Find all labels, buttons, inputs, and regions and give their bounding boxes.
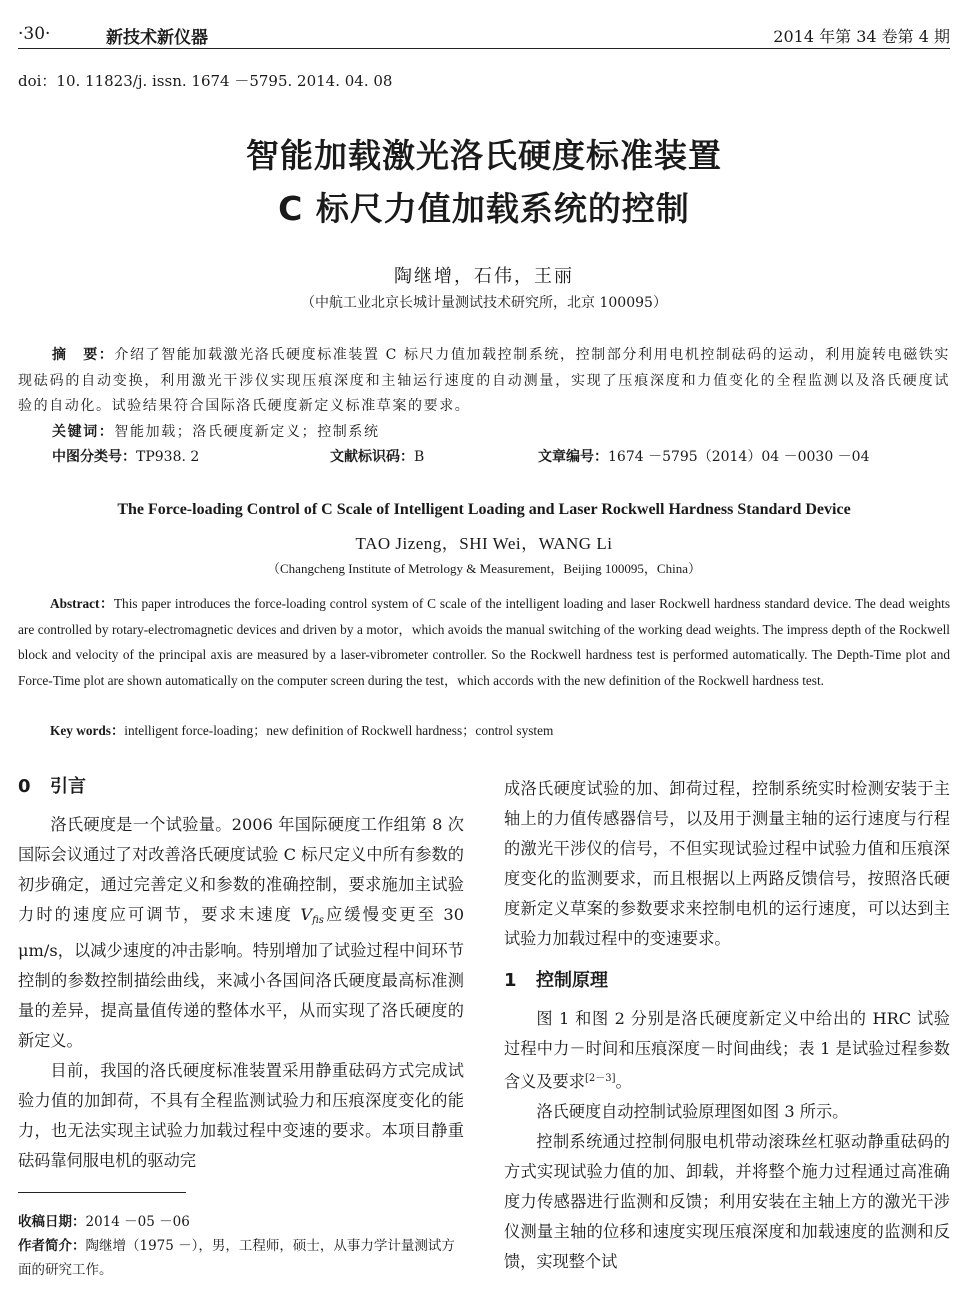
english-affiliation: （Changcheng Institute of Metrology & Measurement，Beijing 100095，China） [267,561,701,576]
issue-info: 2014 年第 34 卷第 4 期 [773,27,950,46]
paragraph-intro-2: 目前，我国的洛氏硬度标准装置采用静重砝码方式完成试验力值的加卸荷，不具有全程监测试验力和压痕深度变化的能力，也无法实现主试验力加载过程中变速的要求。本项目静重砝码靠伺服电机的驱动完 [18,1061,464,1170]
doc-code-label: 文献标识码： [330,449,414,465]
footnote-divider [18,1192,186,1193]
citation-ref: [2－3] [584,1073,616,1084]
english-title: The Force-loading Control of C Scale of Intelligent Loading and Laser Rockwell Hardness Standard Device [117,501,851,518]
english-authors: TAO Jizeng，SHI Wei，WANG Li [355,534,613,553]
section-0-heading: 0 引言 [18,776,86,797]
title-line-1: 智能加载激光洛氏硬度标准装置 [246,136,722,175]
footnote [18,1210,464,1282]
bio-label: 作者简介： [18,1238,86,1254]
affiliation: （中航工业北京长城计量测试技术研究所，北京 100095） [301,295,667,311]
body-left-column [18,772,464,1176]
english-keywords-label: Key words： [50,723,125,738]
journal-name: 新技术新仪器 [106,28,208,48]
doi: doi：10. 11823/j. issn. 1674 －5795. 2014. 04. 08 [18,72,393,90]
abstract-cn-label: 摘 要： [52,347,115,363]
doc-code: B [414,449,425,465]
abstract-cn [18,343,950,445]
paragraph-principle-3: 控制系统通过控制伺服电机带动滚珠丝杠驱动静重砝码的方式实现试验力值的加、卸载，并将整个施力过程通过高准确度力传感器进行监测和反馈；利用安装在主轴上方的激光干涉仪测量主轴的位移和速度实现压痕深度和加载速度的监测和反馈，实现整个试 [504,1132,950,1271]
page-number: ·30· [18,24,51,44]
article-no-label: 文章编号： [538,449,608,465]
english-abstract [18,591,950,693]
abstract-cn-text: 介绍了智能加载激光洛氏硬度标准装置 C 标尺力值加载控制系统，控制部分利用电机控制砝码的运动，利用旋转电磁铁实现砝码的自动变换，利用激光干涉仪实现压痕深度和主轴运行速度的自动测量，实现了压痕深度和力值变化的全程监测以及洛氏硬度试验的自动化。试验结果符合国际洛氏硬度新定义标准草案的要求。 [18,347,951,414]
keywords-cn-text: 智能加载；洛氏硬度新定义；控制系统 [114,423,380,440]
english-abstract-text: This paper introduces the force-loading control system of C scale of the intelligent loading and laser Rockwell hardness standard device. The dead weights are controlled by rotary-electromagnetic devices and driven by a motor，which avoids the manual switching of the working dead weights. The impress depth of the Rockwell block and velocity of the principal axis are measured by a laser-vibrometer controller. So the Rockwell hardness test is performed automatically. The Depth-Time plot and Force-Time plot are shown automatically on the computer screen during the test，which accords with the new definition of the Rockwell hardness test. [18,596,950,688]
body-right-column [504,774,950,1277]
clc-code: TP938. 2 [136,449,200,465]
author-bio: 陶继增（1975 －），男，工程师，硕士，从事力学计量测试方面的研究工作。 [18,1238,455,1278]
running-header [18,22,950,49]
received-date: 2014 －05 －06 [85,1214,190,1230]
english-keywords-text: intelligent force-loading；new definition of Rockwell hardness；control system [124,723,554,738]
variable-v: V [300,905,313,924]
paragraph-intro-1: 洛氏硬度是一个试验量。2006 年国际硬度工作组第 8 次国际会议通过了对改善洛氏硬度试验 C 标尺定义中所有参数的初步确定，通过完善定义和参数的准确控制，要求施加主试验力时的速度应可调节，要求末速度 $V_{fis}$应缓慢变更至 30 μm/s，以减少速度的冲击影响。特别增加了试验过程中间环节控制的参数控制描绘曲线，来减小各国间洛氏硬度最高标准测量的差异，提高量值传递的整体水平，从而实现了洛氏硬度的新定义。 [18,815,464,1050]
clc-label: 中图分类号： [52,449,136,465]
article-no: 1674 －5795（2014）04 －0030 －04 [608,449,870,465]
section-1-heading: 1 控制原理 [504,970,608,991]
keywords-cn-label: 关键词： [52,423,115,440]
authors: 陶继增，石伟，王丽 [394,266,574,287]
title-line-2: C 标尺力值加载系统的控制 [278,189,690,228]
classification-row [18,446,950,468]
english-abstract-label: Abstract： [50,596,114,611]
received-label: 收稿日期： [18,1214,86,1230]
paragraph-principle-2: 洛氏硬度自动控制试验原理图如图 3 所示。 [536,1102,849,1121]
paragraph-intro-2-continued: 成洛氏硬度试验的加、卸荷过程，控制系统实时检测安装于主轴上的力值传感器信号，以及用于测量主轴的运行速度与行程的激光干涉仪的信号，不但实现试验过程中试验力值和压痕深度变化的监测要求，而且根据以上两路反馈信号，按照洛氏硬度新定义草案的参数要求来控制电机的运行速度，可以达到主试验力加载过程中的变速要求。 [504,779,950,948]
paragraph-principle-1: 图 1 和图 2 分别是洛氏硬度新定义中给出的 HRC 试验过程中力－时间和压痕深度－时间曲线；表 1 是试验过程参数含义及要求[2－3]。 [504,1009,950,1091]
variable-subscript: fis [312,915,324,926]
english-keywords [50,720,553,739]
